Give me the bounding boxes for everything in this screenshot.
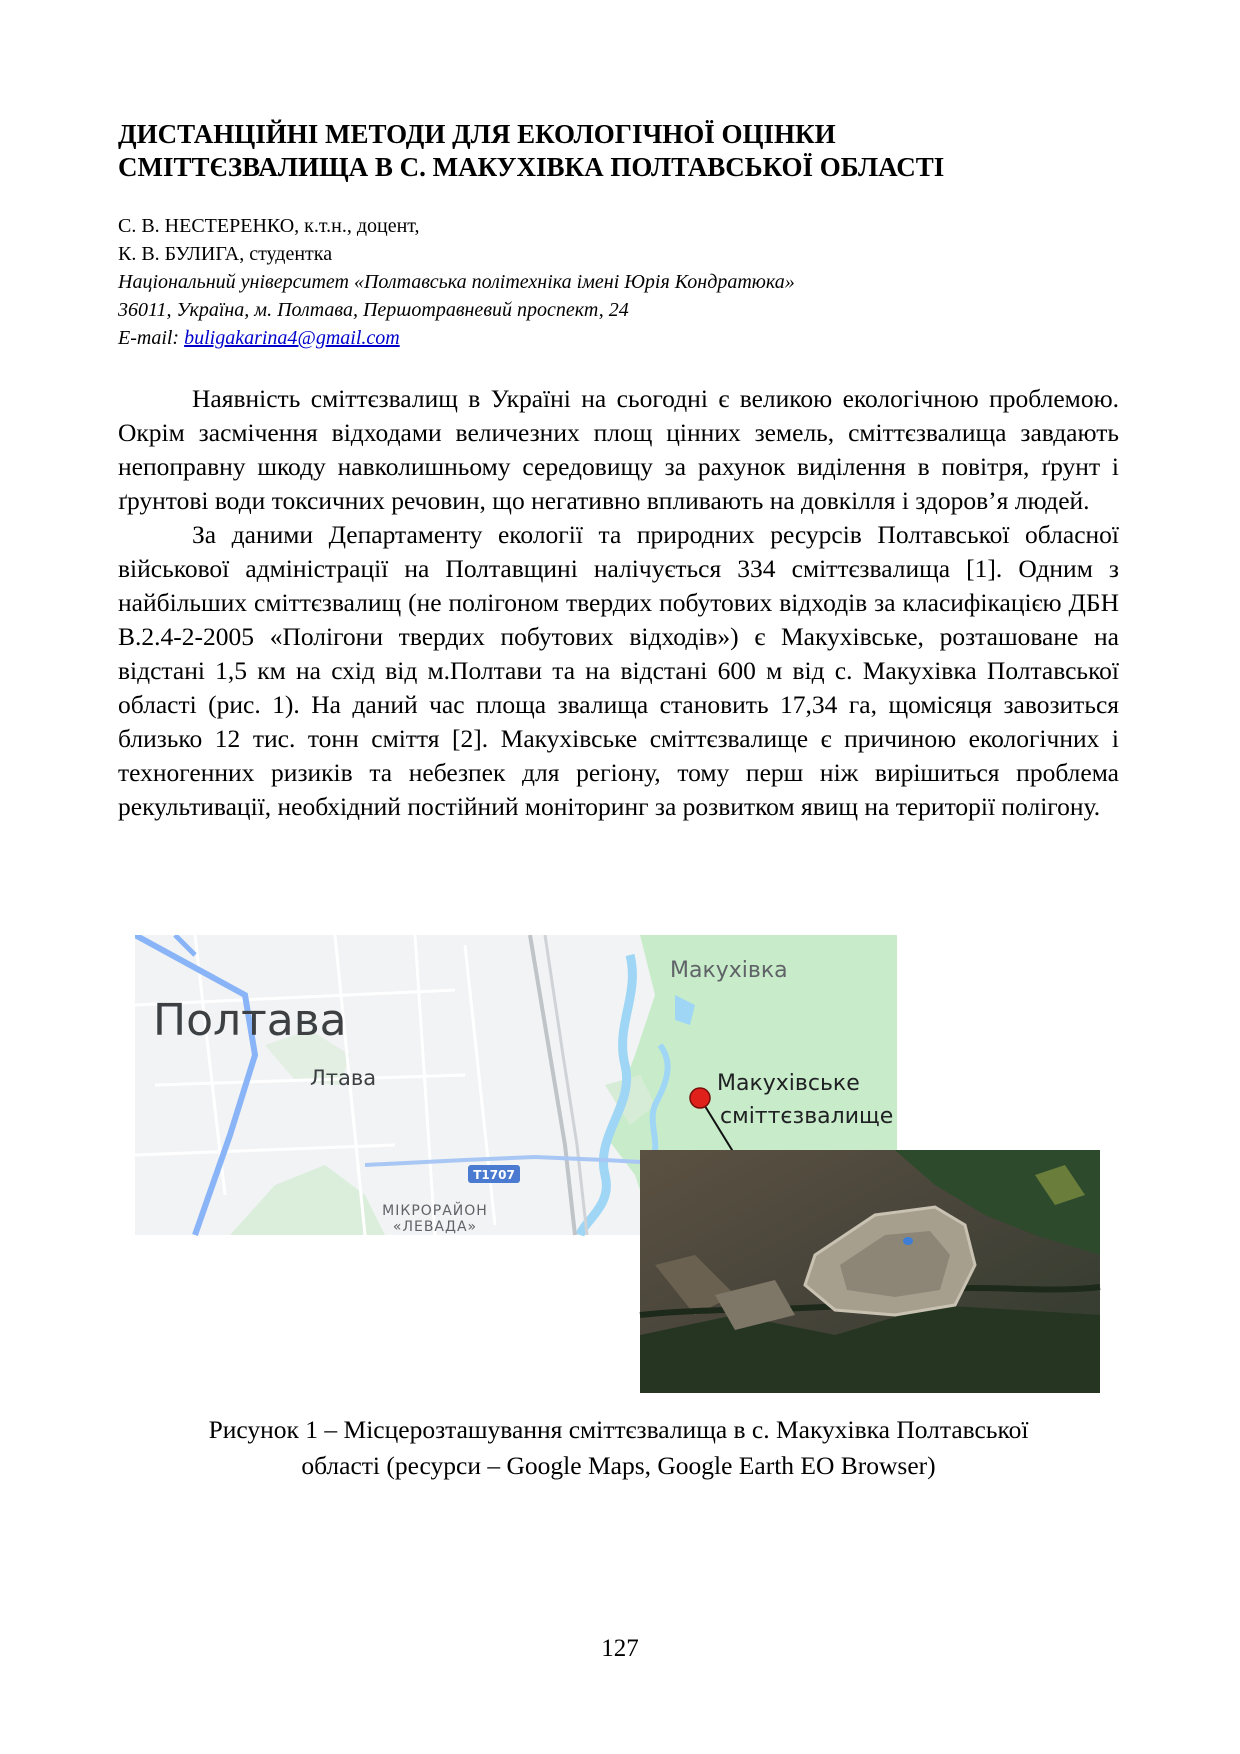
- map-label-city: Полтава: [153, 995, 347, 1046]
- road-label: T1707: [473, 1168, 515, 1182]
- map-label-micro-1: МІКРОРАЙОН: [382, 1203, 488, 1219]
- figure-caption: [118, 1412, 1119, 1484]
- address: 36011, Україна, м. Полтава, Першотравневий проспект, 24: [118, 299, 629, 321]
- map-label-landfill-2: сміттєзвалище: [720, 1104, 894, 1129]
- figure-map-image: [135, 935, 1105, 1397]
- email-label: E-mail:: [118, 327, 185, 349]
- email-line: [118, 324, 1118, 352]
- title-line-1: ДИСТАНЦІЙНІ МЕТОДИ ДЛЯ ЕКОЛОГІЧНОЇ ОЦІНКИ: [118, 119, 836, 149]
- body-text: [118, 382, 1119, 824]
- email-link[interactable]: buligakarina4@gmail.com: [184, 327, 400, 349]
- caption-line-1: Рисунок 1 – Місцерозташування сміттєзвалища в с. Макухівка Полтавської: [208, 1415, 1029, 1444]
- map-label-district: Лтава: [310, 1066, 377, 1090]
- map-label-village: Макухівка: [670, 958, 788, 983]
- author-2: К. В. БУЛИГА, студентка: [118, 243, 333, 265]
- paragraph-1: Наявність сміттєзвалищ в Україні на сьогодні є великою екологічною проблемою. Окрім засмічення відходами величезних площ цінних земель, сміттєзвалища завдають непоправну шкоду навколишньому середовищу за рахунок виділення в повітря, ґрунт і ґрунтові води токсичних речовин, що негативно впливають на довкілля і здоров’я людей.: [118, 384, 1119, 515]
- paragraph-2: За даними Департаменту екології та природних ресурсів Полтавської обласної військової адміністрації на Полтавщині налічується 334 сміттєзвалища [1]. Одним з найбільших сміттєзвалищ (не полігоном твердих побутових відходів за класифікацією ДБН В.2.4-2-2005 «Полігони твердих побутових відходів») є Макухівське, розташоване на відстані 1,5 км на схід від м.Полтави та на відстані 600 м від с. Макухівка Полтавської області (рис. 1). На даний час площа звалища становить 17,34 га, щомісяця завозиться близько 12 тис. тонн сміття [2]. Макухівське сміттєзвалище є причиною екологічних і техногенних ризиків та небезпек для регіону, тому перш ніж вирішиться проблема рекультивації, необхідний постійний моніторинг за розвитком явищ на території полігону.: [118, 520, 1119, 821]
- caption-line-2: області (ресурси – Google Maps, Google Earth EO Browser): [301, 1451, 936, 1480]
- map-label-landfill-1: Макухівське: [717, 1071, 860, 1096]
- location-marker-icon: [690, 1088, 710, 1108]
- map-label-micro-2: «ЛЕВАДА»: [392, 1219, 478, 1235]
- satellite-inset: [640, 1150, 1100, 1393]
- author-block: [118, 212, 1118, 352]
- affiliation: Національний університет «Полтавська політехніка імені Юрія Кондратюка»: [118, 271, 795, 293]
- paper-title: [118, 118, 1118, 184]
- author-1: С. В. НЕСТЕРЕНКО, к.т.н., доцент,: [118, 215, 420, 237]
- page-number: 127: [601, 1635, 639, 1662]
- title-line-2: СМІТТЄЗВАЛИЩА В С. МАКУХІВКА ПОЛТАВСЬКОЇ ОБЛАСТІ: [118, 152, 945, 182]
- figure-1: [135, 935, 1105, 1397]
